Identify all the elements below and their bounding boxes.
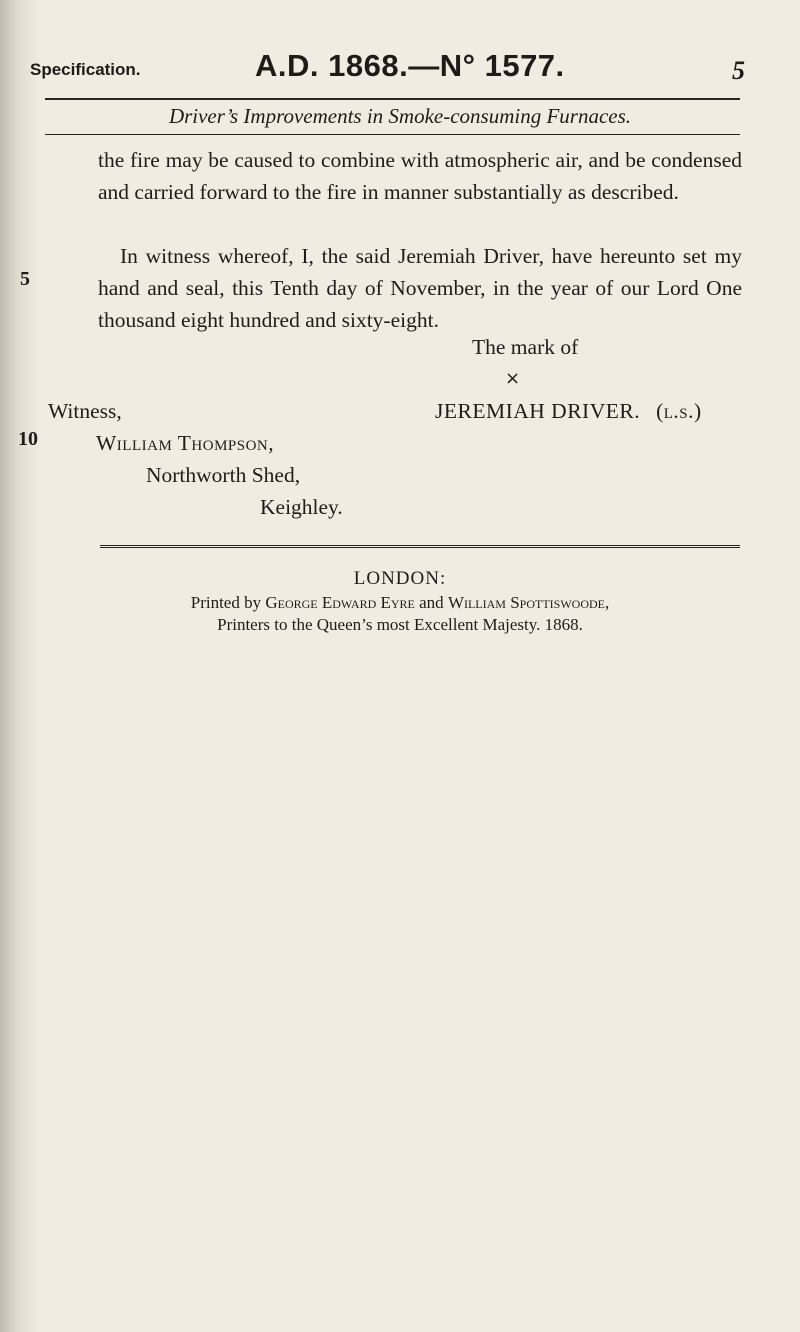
running-title: Driver’s Improvements in Smoke-consuming Furnaces.	[168, 104, 632, 128]
imprint-city: LONDON:	[353, 568, 447, 589]
imprint-printers-line	[0, 592, 800, 614]
header-rule	[45, 98, 740, 100]
witness-name: William Thompson,	[96, 431, 275, 455]
imprint-and: and	[419, 593, 444, 612]
signer-line	[435, 395, 765, 427]
patent-title: A.D. 1868.—N° 1577.	[255, 48, 565, 83]
witness-address-line-2: Keighley.	[260, 495, 343, 519]
witness-block	[48, 395, 343, 523]
witness-address-line-1: Northworth Shed,	[146, 463, 301, 487]
signature-block	[435, 331, 765, 427]
printer-name-1: George Edward Eyre	[265, 593, 415, 612]
imprint-rule	[100, 545, 740, 548]
mark-of-label: The mark of	[472, 335, 579, 359]
printed-by-prefix: Printed by	[190, 593, 262, 612]
signer-name: JEREMIAH DRIVER.	[435, 399, 641, 423]
printer-name-2: William Spottiswoode,	[447, 593, 610, 612]
page-number: 5	[732, 56, 745, 85]
line-number-5: 5	[20, 268, 30, 290]
specification-label: Specification.	[30, 60, 141, 79]
witness-label: Witness,	[48, 399, 122, 423]
body-paragraph-2: In witness whereof, I, the said Jeremiah Driver, have hereunto set my hand and seal, this Tenth day of November, in the year of our Lord One thousand eight hundred and sixty-eight.	[98, 244, 742, 332]
signature-mark: ×	[505, 368, 521, 389]
printer-imprint	[0, 566, 800, 636]
line-number-10: 10	[18, 428, 38, 450]
seal-mark: (l.s.)	[656, 399, 702, 423]
title-rule	[45, 134, 740, 135]
imprint-line-2: Printers to the Queen’s most Excellent Majesty. 1868.	[217, 615, 583, 634]
body-paragraph-1: the fire may be caused to combine with atmospheric air, and be condensed and carried forward to the fire in manner substantially as described.	[98, 148, 742, 204]
page-header	[30, 48, 745, 96]
